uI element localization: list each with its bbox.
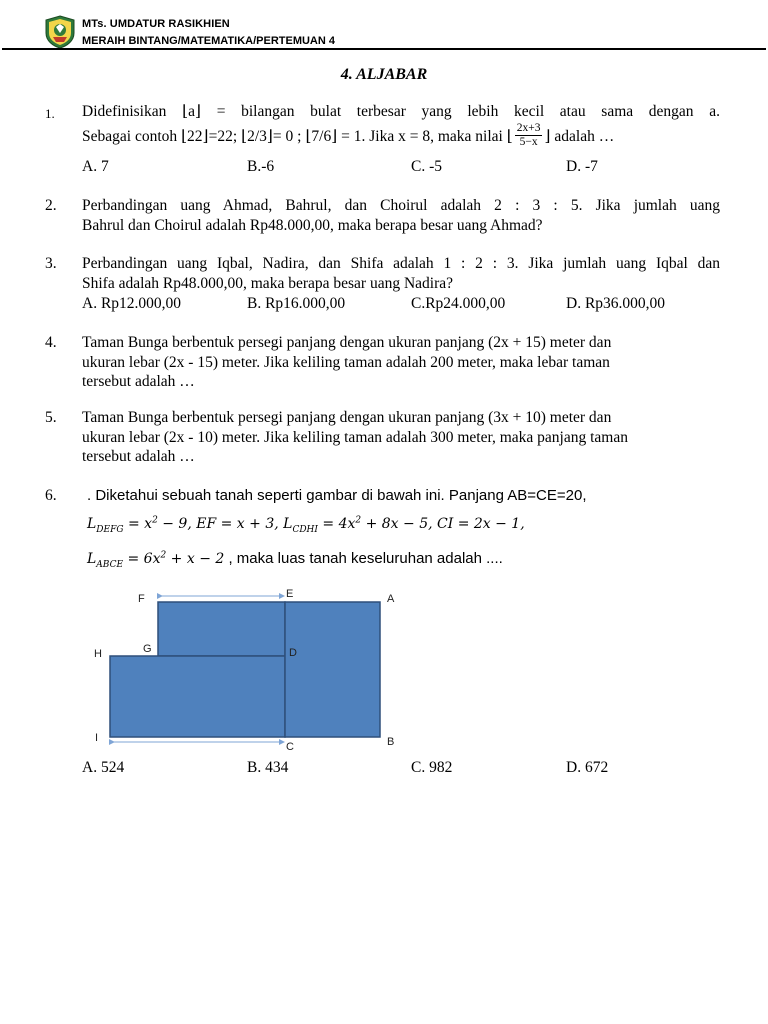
land-diagram [88, 586, 418, 756]
rect-defg [158, 602, 285, 656]
fraction-numerator: 2x+3 [516, 121, 541, 134]
question-line-part: Sebagai contoh ⌊22⌋=22; ⌊2/3⌋= 0 ; ⌊7/6⌋ = 1. Jika x = 8, maka nilai ⌊ [82, 127, 513, 145]
formula-part: − 9, EF = x + 3, L [157, 515, 293, 532]
question-line: Didefinisikan ⌊a⌋ = bilangan bulat terbesar yang lebih kecil atau sama dengan a. [82, 103, 720, 120]
point-label: B [387, 736, 395, 748]
question-number: 6. [45, 487, 57, 504]
formula-part: = 4x [317, 515, 356, 532]
option-a: A. 7 [82, 158, 109, 175]
page-title: 4. ALJABAR [340, 66, 428, 83]
question-number: 4. [45, 334, 57, 351]
fraction-denominator: 5−x [519, 135, 538, 148]
point-label: C [286, 741, 294, 753]
question-6-intro: . Diketahui sebuah tanah seperti gambar di bawah ini. Panjang AB=CE=20, [87, 487, 587, 504]
point-label: D [289, 647, 297, 659]
question-text [82, 408, 720, 467]
question-line: ukuran lebar (2x - 10) meter. Jika keliling taman adalah 300 meter, maka panjang taman [82, 428, 628, 446]
point-label: F [138, 593, 145, 605]
question-number: 1. [45, 106, 55, 121]
question-line-part: ⌋ adalah … [544, 127, 615, 145]
question-text [82, 254, 720, 293]
point-label: E [286, 588, 294, 600]
option-c: C. 982 [411, 759, 453, 776]
superscript: 2 [152, 515, 158, 525]
option-b: B. Rp16.000,00 [247, 295, 346, 312]
question-line: Bahrul dan Choirul adalah Rp48.000,00, maka berapa besar uang Ahmad? [82, 216, 543, 234]
formula-part: L [87, 515, 97, 532]
question-line: ukuran lebar (2x - 15) meter. Jika keliling taman adalah 200 meter, maka lebar taman [82, 353, 610, 371]
option-c: C.Rp24.000,00 [411, 295, 506, 312]
option-b: B. 434 [247, 759, 289, 776]
subscript: ABCE [96, 559, 124, 570]
formula-line-1 [87, 515, 525, 534]
formula [87, 515, 525, 535]
superscript: 2 [355, 515, 362, 525]
option-a: A. 524 [82, 759, 125, 776]
point-label: G [143, 643, 152, 655]
rect-cdhi [110, 656, 285, 737]
superscript: 2 [160, 550, 167, 561]
question-number: 5. [45, 409, 57, 426]
question-line: Perbandingan uang Ahmad, Bahrul, dan Choirul adalah 2 : 3 : 5. Jika jumlah uang [82, 197, 720, 214]
option-a: A. Rp12.000,00 [82, 295, 182, 312]
rect-abce [285, 602, 380, 737]
question-text [82, 102, 720, 151]
formula [87, 550, 225, 570]
point-label: A [387, 593, 395, 605]
question-text [82, 196, 720, 235]
answer-options [82, 157, 722, 177]
formula-part: = x [123, 515, 153, 532]
page-header [44, 15, 766, 51]
option-d: D. 672 [566, 759, 609, 776]
option-c: C. -5 [411, 158, 442, 175]
land-figure [88, 586, 418, 756]
header-divider [2, 48, 766, 50]
question-number: 3. [45, 255, 57, 272]
formula-part: = 6x [123, 551, 161, 567]
header-subtitle: MERAIH BINTANG/MATEMATIKA/PERTEMUAN 4 [82, 35, 335, 47]
formula-part: + x − 2 [166, 551, 225, 567]
formula-line-2 [87, 550, 503, 570]
point-label: I [95, 732, 99, 744]
formula-part: L [87, 551, 97, 567]
question-number: 2. [45, 197, 57, 214]
answer-options [82, 758, 722, 778]
school-emblem-icon [44, 15, 76, 49]
question-line: tersebut adalah … [82, 448, 195, 465]
question-line: Taman Bunga berbentuk persegi panjang dengan ukuran panjang (2x + 15) meter dan [82, 334, 612, 351]
point-label: H [94, 648, 102, 660]
question-line: Taman Bunga berbentuk persegi panjang dengan ukuran panjang (3x + 10) meter dan [82, 409, 612, 426]
formula-part: + 8x − 5, CI = 2x − 1, [361, 515, 525, 532]
subscript: CDHI [292, 524, 318, 535]
formula-text: , maka luas tanah keseluruhan adalah .... [224, 550, 503, 567]
question-line: Shifa adalah Rp48.000,00, maka berapa besar uang Nadira? [82, 274, 454, 292]
option-b: B.-6 [247, 158, 275, 175]
question-line: tersebut adalah … [82, 373, 195, 390]
answer-options [82, 294, 722, 314]
question-text [82, 333, 720, 392]
option-d: D. -7 [566, 158, 598, 175]
question-line [82, 121, 720, 151]
subscript: DEFG [96, 524, 124, 535]
option-d: D. Rp36.000,00 [566, 295, 666, 312]
question-line: Perbandingan uang Iqbal, Nadira, dan Shifa adalah 1 : 2 : 3. Jika jumlah uang Iqbal dan [82, 255, 720, 272]
school-name: MTs. UMDATUR RASIKHIEN [82, 18, 230, 30]
fraction [515, 122, 543, 149]
